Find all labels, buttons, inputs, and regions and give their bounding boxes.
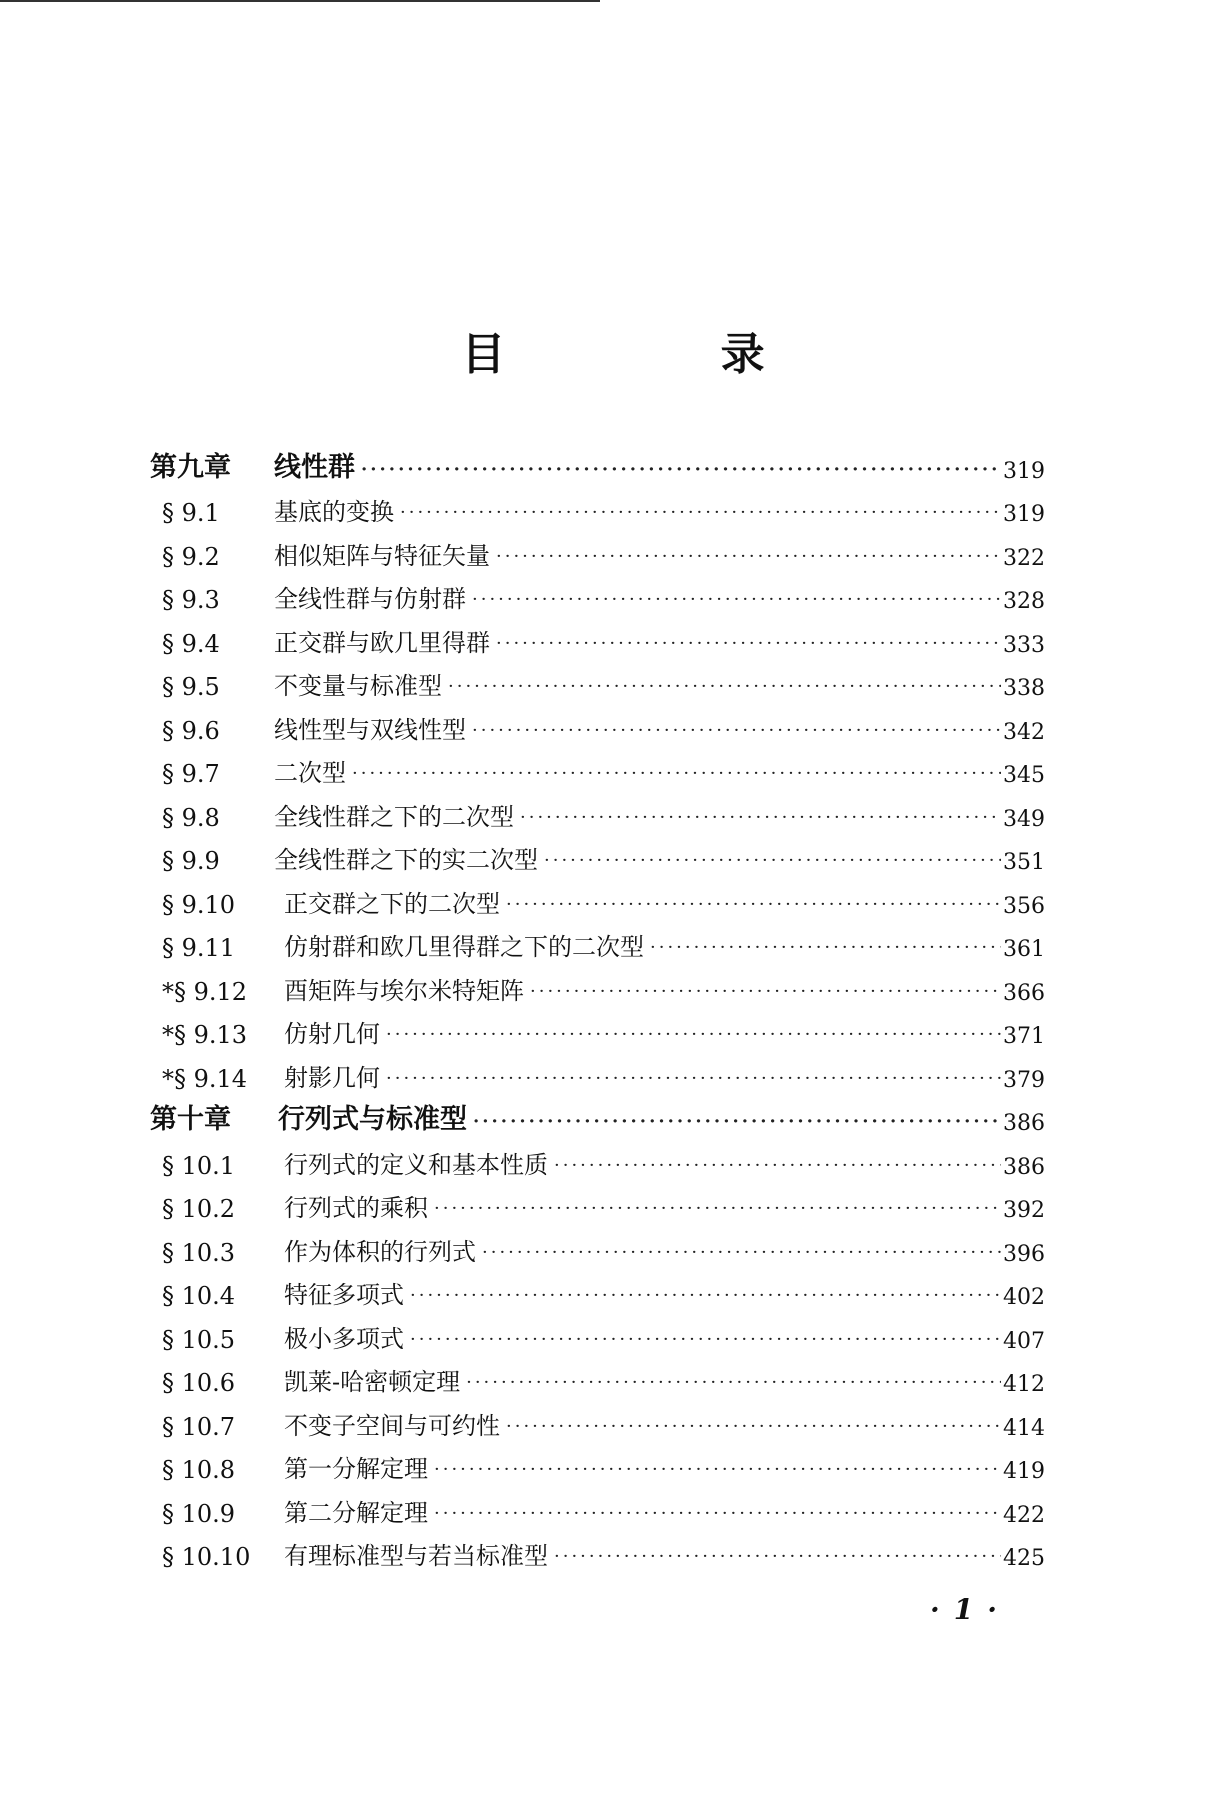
toc-section-entry[interactable] — [150, 875, 1045, 919]
entry-number: § 10.9 — [162, 1499, 236, 1528]
toc-section-entry[interactable] — [150, 1006, 1045, 1050]
table-of-contents — [150, 440, 1045, 1571]
entry-title: 不变子空间与可约性 — [284, 1411, 500, 1440]
dot-leader — [472, 591, 1001, 614]
entry-page-number: 328 — [1003, 589, 1045, 614]
entry-number: § 10.5 — [162, 1325, 236, 1354]
dot-leader — [434, 1461, 1001, 1484]
entry-page-number: 333 — [1003, 632, 1045, 658]
dot-leader — [361, 461, 1001, 484]
dot-leader — [473, 1113, 1001, 1136]
entry-title: 特征多项式 — [284, 1281, 404, 1309]
entry-title: 线性群 — [274, 451, 355, 483]
entry-title: 仿射群和欧几里得群之下的二次型 — [284, 933, 644, 961]
toc-section-entry[interactable] — [150, 1310, 1045, 1354]
toc-section-entry[interactable] — [150, 832, 1045, 876]
toc-section-entry[interactable] — [150, 1049, 1045, 1093]
entry-number: § 9.4 — [162, 629, 220, 658]
entry-title: 作为体积的行列式 — [284, 1237, 476, 1266]
entry-number: § 9.11 — [162, 934, 236, 962]
entry-number: § 9.7 — [162, 760, 220, 788]
dot-leader — [506, 1418, 1001, 1441]
page-number: ·1· — [930, 1593, 1011, 1626]
toc-section-entry[interactable] — [150, 571, 1045, 615]
entry-number: § 10.1 — [162, 1151, 236, 1180]
entry-number: § 9.2 — [162, 542, 220, 571]
dot-leader — [544, 852, 1001, 875]
entry-number: § 9.1 — [162, 499, 220, 527]
entry-title: 全线性群之下的二次型 — [274, 802, 514, 831]
entry-page-number: 361 — [1003, 937, 1045, 962]
dot-leader — [496, 635, 1001, 658]
toc-section-entry[interactable] — [150, 1528, 1045, 1572]
entry-title: 行列式的乘积 — [284, 1194, 428, 1222]
entry-page-number: 379 — [1003, 1067, 1045, 1093]
toc-section-entry[interactable] — [150, 788, 1045, 832]
dot-leader — [482, 1244, 1001, 1267]
entry-page-number: 386 — [1003, 1111, 1045, 1136]
toc-section-entry[interactable] — [150, 1136, 1045, 1180]
dot-leader — [434, 1200, 1001, 1223]
toc-section-entry[interactable] — [150, 527, 1045, 571]
toc-section-entry[interactable] — [150, 1354, 1045, 1398]
dot-leader — [520, 809, 1001, 832]
toc-section-entry[interactable] — [150, 484, 1045, 528]
entry-page-number: 402 — [1003, 1285, 1045, 1310]
toc-section-entry[interactable] — [150, 614, 1045, 658]
dot-leader — [530, 983, 1001, 1006]
entry-title: 全线性群与仿射群 — [274, 585, 466, 613]
toc-chapter-entry[interactable] — [150, 440, 1045, 484]
entry-number: § 10.3 — [162, 1238, 236, 1267]
entry-page-number: 396 — [1003, 1241, 1045, 1267]
top-rule — [0, 0, 600, 2]
toc-section-entry[interactable] — [150, 1397, 1045, 1441]
dot-leader — [410, 1287, 1001, 1310]
dot-leader — [554, 1548, 1001, 1571]
entry-title: 正交群与欧几里得群 — [274, 628, 490, 657]
entry-title: 二次型 — [274, 759, 346, 787]
entry-page-number: 371 — [1003, 1024, 1045, 1049]
entry-number: § 9.9 — [162, 847, 220, 875]
entry-title: 正交群之下的二次型 — [284, 889, 500, 918]
toc-section-entry[interactable] — [150, 1180, 1045, 1224]
entry-title: 行列式与标准型 — [278, 1104, 467, 1135]
entry-number: § 10.2 — [162, 1195, 236, 1223]
dot-leader — [650, 939, 1001, 962]
dot-leader — [472, 722, 1001, 745]
entry-page-number: 366 — [1003, 980, 1045, 1006]
entry-number: § 10.10 — [162, 1543, 251, 1571]
entry-page-number: 422 — [1003, 1502, 1045, 1528]
dot-leader — [466, 1374, 1001, 1397]
entry-title: 有理标准型与若当标准型 — [284, 1542, 548, 1570]
entry-title: 相似矩阵与特征矢量 — [274, 541, 490, 570]
entry-number: § 9.6 — [162, 716, 220, 745]
entry-number: § 9.5 — [162, 673, 220, 701]
dot-leader — [386, 1026, 1001, 1049]
page-title: 目 录 — [461, 329, 865, 380]
entry-number: § 9.10 — [162, 890, 236, 919]
entry-title: 仿射几何 — [284, 1020, 380, 1048]
entry-page-number: 392 — [1003, 1198, 1045, 1223]
entry-number: § 10.8 — [162, 1456, 236, 1484]
entry-title: 酉矩阵与埃尔米特矩阵 — [284, 976, 524, 1005]
entry-page-number: 412 — [1003, 1372, 1045, 1397]
entry-title: 全线性群之下的实二次型 — [274, 846, 538, 874]
entry-number: § 10.4 — [162, 1282, 236, 1310]
entry-page-number: 349 — [1003, 806, 1045, 832]
toc-section-entry[interactable] — [150, 745, 1045, 789]
entry-page-number: 342 — [1003, 719, 1045, 745]
dot-leader — [386, 1070, 1001, 1093]
entry-number: 第十章 — [150, 1104, 231, 1135]
entry-page-number: 322 — [1003, 545, 1045, 571]
toc-section-entry[interactable] — [150, 658, 1045, 702]
entry-page-number: 319 — [1003, 502, 1045, 527]
toc-chapter-entry[interactable] — [150, 1093, 1045, 1137]
dot-leader — [506, 896, 1001, 919]
entry-page-number: 425 — [1003, 1546, 1045, 1571]
entry-number: *§ 9.13 — [162, 1021, 248, 1049]
entry-title: 线性型与双线性型 — [274, 715, 466, 744]
entry-title: 不变量与标准型 — [274, 672, 442, 700]
toc-section-entry[interactable] — [150, 1223, 1045, 1267]
entry-page-number: 345 — [1003, 763, 1045, 788]
entry-number: § 10.7 — [162, 1412, 236, 1441]
dot-leader — [554, 1157, 1001, 1180]
entry-title: 凯莱-哈密顿定理 — [284, 1368, 461, 1396]
entry-page-number: 356 — [1003, 893, 1045, 919]
entry-title: 第二分解定理 — [284, 1498, 428, 1527]
toc-section-entry[interactable] — [150, 1441, 1045, 1485]
toc-section-entry[interactable] — [150, 1484, 1045, 1528]
entry-number: § 10.6 — [162, 1369, 236, 1397]
dot-leader — [400, 504, 1001, 527]
entry-title: 射影几何 — [284, 1063, 380, 1092]
toc-section-entry[interactable] — [150, 701, 1045, 745]
entry-page-number: 319 — [1003, 458, 1045, 484]
entry-title: 极小多项式 — [284, 1324, 404, 1353]
entry-number: *§ 9.14 — [162, 1064, 248, 1093]
toc-section-entry[interactable] — [150, 919, 1045, 963]
entry-page-number: 386 — [1003, 1154, 1045, 1180]
entry-number: 第九章 — [150, 451, 231, 483]
entry-page-number: 419 — [1003, 1459, 1045, 1484]
entry-page-number: 338 — [1003, 676, 1045, 701]
entry-page-number: 407 — [1003, 1328, 1045, 1354]
dot-leader — [410, 1331, 1001, 1354]
entry-number: § 9.3 — [162, 586, 220, 614]
entry-page-number: 414 — [1003, 1415, 1045, 1441]
toc-section-entry[interactable] — [150, 962, 1045, 1006]
entry-page-number: 351 — [1003, 850, 1045, 875]
entry-title: 行列式的定义和基本性质 — [284, 1150, 548, 1179]
entry-title: 第一分解定理 — [284, 1455, 428, 1483]
dot-leader — [496, 548, 1001, 571]
dot-leader — [434, 1505, 1001, 1528]
toc-section-entry[interactable] — [150, 1267, 1045, 1311]
entry-title: 基底的变换 — [274, 498, 394, 526]
entry-number: *§ 9.12 — [162, 977, 248, 1006]
dot-leader — [448, 678, 1001, 701]
dot-leader — [352, 765, 1001, 788]
entry-number: § 9.8 — [162, 803, 220, 832]
